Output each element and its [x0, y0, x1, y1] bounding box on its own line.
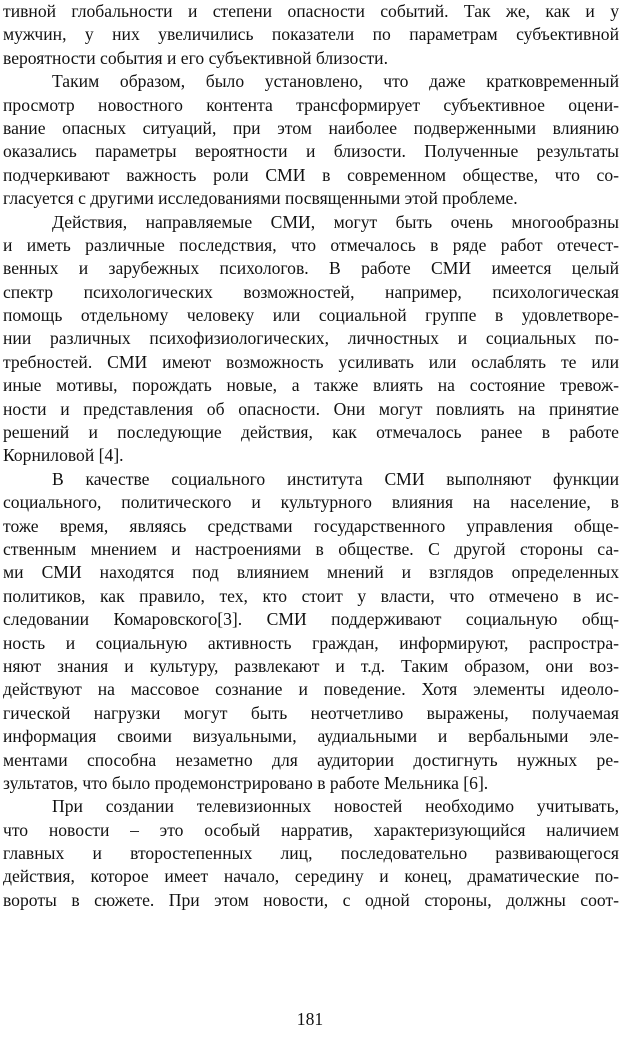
text-line: нии различных психофизиологических, личностных и социальных по- [3, 328, 619, 349]
text-line: требностей. СМИ имеют возможность усиливать или ослаблять те или [3, 351, 619, 372]
text-line: В качестве социального института СМИ выполняют функции [52, 468, 619, 489]
text-line: вероятности события и его субъективной близости. [3, 47, 389, 68]
text-line: иные мотивы, порождать новые, а также влиять на состояние тревож- [3, 375, 619, 396]
text-line: и иметь различные последствия, что отмечалось в ряде работ отечест- [3, 234, 619, 255]
text-line: спектр психологических возможностей, например, психологическая [3, 281, 619, 302]
text-line: помощь отдельному человеку или социальной группе в удовлетворе- [3, 305, 619, 326]
text-line: ми СМИ находятся под влиянием мнений и взглядов определенных [3, 562, 619, 583]
text-line: Таким образом, было установлено, что даже кратковременный [52, 71, 619, 92]
body-text [3, 0, 619, 912]
text-line: решений и последующие действия, как отмечалось ранее в работе [3, 422, 619, 443]
text-line: ности и представления об опасности. Они могут повлиять на принятие [3, 398, 619, 419]
text-line: Корниловой [4]. [3, 445, 124, 466]
text-line: гической нагрузки могут быть неотчетливо выражены, получаемая [3, 702, 619, 723]
text-line: действуют на массовое сознание и поведение. Хотя элементы идеоло- [3, 679, 619, 700]
text-line: зультатов, что было продемонстрировано в работе Мельника [6]. [3, 772, 489, 793]
text-line: следовании Комаровского[3]. СМИ поддерживают социальную общ- [3, 609, 619, 630]
text-line: оказались параметры вероятности и близости. Полученные результаты [3, 141, 619, 162]
text-line: информация своими визуальными, аудиальными и вербальными эле- [3, 726, 619, 747]
text-line: главных и второстепенных лиц, последовательно развивающегося [3, 843, 619, 864]
text-line: няют знания и культуру, развлекают и т.д. Таким образом, они воз- [3, 655, 619, 676]
text-line: вороты в сюжете. При этом новости, с одной стороны, должны соот- [3, 889, 619, 910]
text-line: ственным мнением и настроениями в обществе. С другой стороны са- [3, 538, 619, 559]
text-line: ность и социальную активность граждан, информируют, распростра- [3, 632, 619, 653]
page-number: 181 [296, 1009, 324, 1029]
text-line: Действия, направляемые СМИ, могут быть очень многообразны [52, 211, 619, 232]
text-line: гласуется с другими исследованиями посвященными этой проблеме. [3, 188, 518, 209]
text-line: ментами способна незаметно для аудитории достигнуть нужных ре- [3, 749, 619, 770]
text-line: венных и зарубежных психологов. В работе СМИ имеется целый [3, 258, 619, 279]
text-line: действия, которое имеет начало, середину и конец, драматические по- [3, 866, 619, 887]
text-line: что новости – это особый нарратив, характеризующийся наличием [3, 819, 619, 840]
text-line: просмотр новостного контента трансформирует субъективное оцени- [3, 94, 619, 115]
text-line: При создании телевизионных новостей необходимо учитывать, [52, 796, 619, 817]
text-line: подчеркивают важность роли СМИ в современном обществе, что со- [3, 164, 619, 185]
text-line: вание опасных ситуаций, при этом наиболее подверженными влиянию [3, 117, 619, 138]
text-line: политиков, как правило, тех, кто стоит у власти, что отмечено в ис- [3, 585, 619, 606]
text-line: социального, политического и культурного влияния на население, в [3, 492, 619, 513]
text-line: тоже время, являясь средствами государственного управления обще- [3, 515, 619, 536]
text-line: тивной глобальности и степени опасности событий. Так же, как и у [3, 1, 619, 21]
text-line: мужчин, у них увеличились показатели по параметрам субъективной [3, 24, 619, 45]
